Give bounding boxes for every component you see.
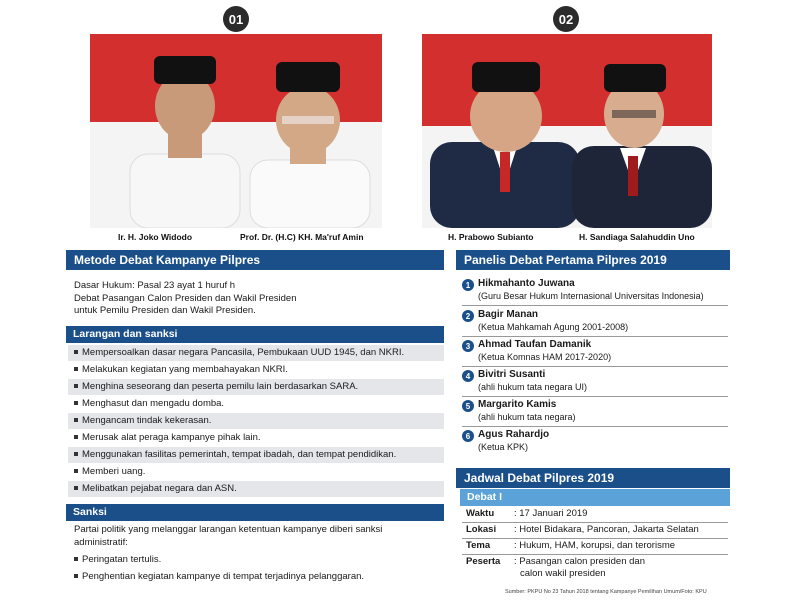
jadwal-label: Lokasi [466,524,497,535]
jadwal-value: : Hotel Bidakara, Pancoran, Jakarta Selatan [514,524,699,535]
pair-2-president-name: H. Prabowo Subianto [448,232,534,242]
panelis-desc: (ahli hukum tata negara UI) [478,382,588,392]
source-credit: Sumber: PKPU No 23 Tahun 2018 tentang Kampanye Pemilihan Umum/Foto: KPU [505,589,707,595]
pair-2-number-badge: 02 [553,6,579,32]
jadwal-value-cont: calon wakil presiden [520,568,606,579]
metode-line: untuk Pemilu Presiden dan Wakil Presiden. [74,305,256,316]
metode-line: Debat Pasangan Calon Presiden dan Wakil Presiden [74,292,297,304]
divider [462,522,728,523]
larangan-item: Memberi uang. [68,464,444,480]
panelis-number: 4 [462,370,474,382]
larangan-item: Menggunakan fasilitas pemerintah, tempat ibadah, dan tempat pendidikan. [68,447,444,463]
panelis-name: Agus Rahardjo [478,429,550,440]
jadwal-value: : Pasangan calon presiden dan [514,556,645,567]
pair-2-vice-name: H. Sandiaga Salahuddin Uno [579,232,695,242]
larangan-item: Mempersoalkan dasar negara Pancasila, Pembukaan UUD 1945, dan NKRI. [68,345,444,361]
panelis-desc: (ahli hukum tata negara) [478,412,576,422]
larangan-header: Larangan dan sanksi [66,326,444,343]
sanksi-header: Sanksi [66,504,444,521]
divider [462,305,728,306]
sanksi-intro [74,524,444,549]
metode-line: Dasar Hukum: Pasal 23 ayat 1 huruf h [74,280,236,291]
metode-text [74,280,297,318]
panelis-number: 6 [462,430,474,442]
sanksi-item: Penghentian kegiatan kampanye di tempat terjadinya pelanggaran. [74,571,364,584]
panelis-name: Hikmahanto Juwana [478,278,575,289]
divider [462,336,728,337]
panelis-name: Ahmad Taufan Damanik [478,339,592,350]
divider [462,366,728,367]
jadwal-value: : Hukum, HAM, korupsi, dan terorisme [514,540,676,551]
panelis-desc: (Ketua Komnas HAM 2017-2020) [478,352,612,362]
larangan-item: Melibatkan pejabat negara dan ASN. [68,481,444,497]
jadwal-label: Tema [466,540,491,551]
panelis-name: Bivitri Susanti [478,369,546,380]
jadwal-value: : 17 Januari 2019 [514,508,588,519]
panelis-header: Panelis Debat Pertama Pilpres 2019 [456,250,730,270]
jadwal-subheader: Debat I [460,489,730,506]
panelis-name: Bagir Manan [478,309,539,320]
panelis-desc: (Ketua Mahkamah Agung 2001-2008) [478,322,629,332]
sanksi-intro-line: Partai politik yang melanggar larangan ketentuan kampanye diberi sanksi [74,524,383,535]
jadwal-label: Waktu [466,508,495,519]
panelis-name: Margarito Kamis [478,399,557,410]
panelis-desc: (Ketua KPK) [478,442,529,452]
pair-1-vice-name: Prof. Dr. (H.C) KH. Ma'ruf Amin [240,232,364,242]
panelis-desc: (Guru Besar Hukum Internasional Universitas Indonesia) [478,291,704,301]
panelis-number: 3 [462,340,474,352]
divider [462,396,728,397]
sanksi-item: Peringatan tertulis. [74,554,161,567]
larangan-item: Melakukan kegiatan yang membahayakan NKRI. [68,362,444,378]
larangan-item: Merusak alat peraga kampanye pihak lain. [68,430,444,446]
larangan-item: Menghasut dan mengadu domba. [68,396,444,412]
sanksi-intro-line: administratif: [74,536,128,548]
divider [462,426,728,427]
pair-1-number-badge: 01 [223,6,249,32]
panelis-number: 2 [462,310,474,322]
divider [462,554,728,555]
pair-1-president-name: Ir. H. Joko Widodo [118,232,193,242]
panelis-number: 5 [462,400,474,412]
panelis-number: 1 [462,279,474,291]
jadwal-header: Jadwal Debat Pilpres 2019 [456,468,730,488]
pair-1-photo [90,34,382,228]
jadwal-label: Peserta [466,556,501,567]
pair-2-photo [422,34,712,228]
larangan-item: Menghina seseorang dan peserta pemilu lain berdasarkan SARA. [68,379,444,395]
divider [462,538,728,539]
larangan-item: Mengancam tindak kekerasan. [68,413,444,429]
metode-header: Metode Debat Kampanye Pilpres [66,250,444,270]
